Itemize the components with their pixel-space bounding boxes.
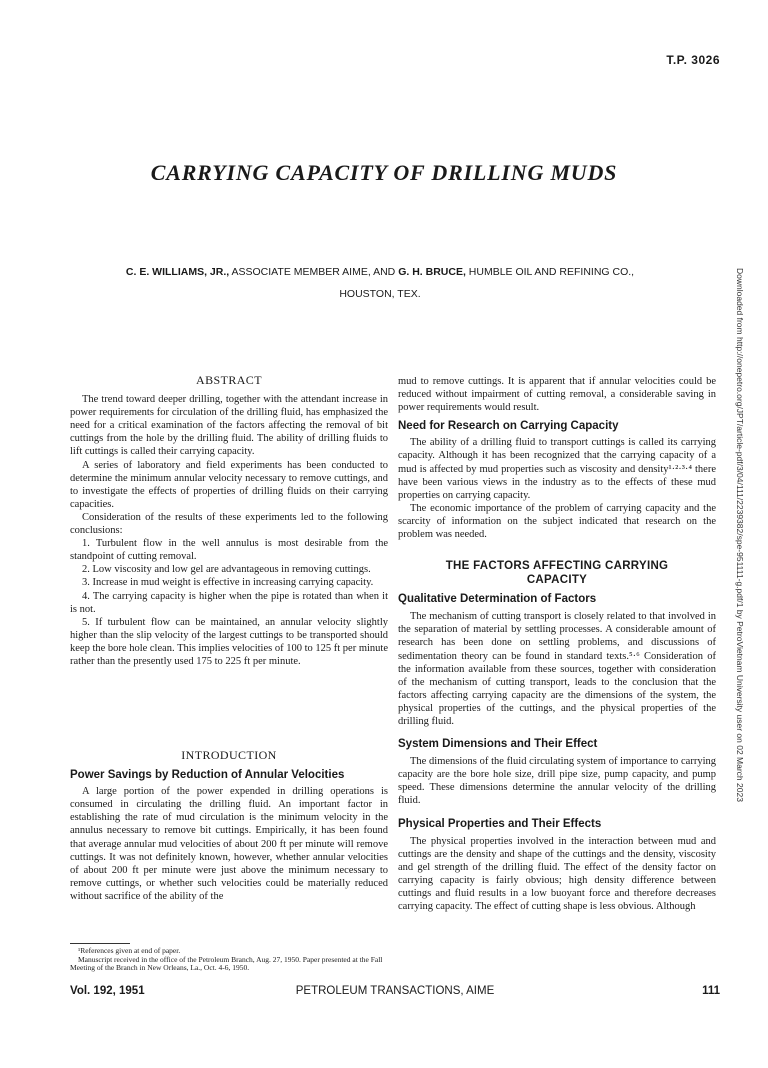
physical-properties-heading: Physical Properties and Their Effects	[398, 817, 602, 830]
qualitative-heading: Qualitative Determination of Factors	[398, 593, 597, 606]
need-research-heading: Need for Research on Carrying Capacity	[398, 420, 619, 433]
abstract-paragraph-2: A series of laboratory and field experiments has been conducted to determine the minimum annular velocity necessary to remove cuttings, and to investigate the effects of properties of drilling fluids on their carrying capacities.	[70, 459, 388, 510]
author-line	[40, 261, 720, 283]
conclusion-1: 1. Turbulent flow in the well annulus is most desirable from the standpoint of cutting removal.	[70, 538, 388, 563]
left-column	[70, 374, 388, 668]
volume-label: Vol. 192, 1951	[70, 985, 145, 997]
conclusion-3: 3. Increase in mud weight is effective in increasing carrying capacity.	[82, 577, 374, 589]
download-watermark: Downloaded from http://onepetro.org/JPT/article-pdf/3/04/111/2239382/spe-951111-g.pdf/1 by PetroVietnam University user on 02 March 2023	[735, 268, 745, 802]
physical-properties-paragraph: The physical properties involved in the interaction between mud and cuttings are the density and shape of the cuttings and the density, viscosity and gel strength of the drilling fluid. The effect of the density factor on carrying capacity is fairly obvious; high density difference between cuttings and fluid results in a low buoyant force and therefore decreases carrying capacity. The effect of cutting shape is less obvious. Although	[398, 835, 716, 913]
footnote-manuscript: Manuscript received in the office of the Petroleum Branch, Aug. 27, 1950. Paper presented at the Fall Meeting of the Branch in New Orleans, La., Oct. 4-6, 1950.	[70, 954, 383, 973]
conclusion-5: 5. If turbulent flow can be maintained, an annular velocity slightly higher than the slip velocity of the largest cuttings to be transported should keep the bore hole clean. This implies velocities of 100 to 125 ft per minute rather than the presently used 175 to 225 ft per minute.	[70, 616, 388, 667]
footnote-references: ¹References given at end of paper.	[78, 946, 181, 955]
need-research-paragraph-2: The economic importance of the problem of carrying capacity and the scarcity of information on the subject indicated that research on the problem was needed.	[398, 502, 716, 541]
page-footer	[70, 985, 720, 1001]
system-dimensions-paragraph: The dimensions of the fluid circulating system of importance to carrying capacity are the bore hole size, drill pipe size, pump capacity, and pump speed. These dimensions determine the annular velocity of the drilling fluid.	[398, 756, 716, 807]
conclusion-4: 4. The carrying capacity is higher when the pipe is rotated than when it is not.	[70, 590, 388, 615]
author-1-name: C. E. WILLIAMS, JR.,	[125, 266, 230, 278]
system-dimensions-heading: System Dimensions and Their Effect	[398, 738, 598, 751]
author-block	[40, 261, 720, 305]
footnotes	[70, 943, 390, 973]
footnote-rule	[70, 943, 130, 944]
conclusion-2: 2. Low viscosity and low gel are advantageous in removing cuttings.	[82, 564, 371, 576]
qualitative-paragraph: The mechanism of cutting transport is closely related to that involved in the separation of material by settling processes. A considerable amount of research has been done on settling problems, and discussions of sedimentation theory can be found in standard texts.⁵·⁶ Consideration of the information available from these sources, together with consideration of the mechanism of cutting transport, leads to the conclusion that the factors affecting carrying capacity are the dimensions of the system, the physical properties of the cuttings, and the physical properties of the drilling fluid.	[398, 611, 716, 727]
power-savings-paragraph: A large portion of the power expended in drilling operations is consumed in circulating the drilling fluid. An important factor in establishing the rate of mud circulation is the minimum velocity in the annulus necessary to remove bit cuttings. Empirically, it has been found that average annular mud velocities of about 200 ft per minute will remove cuttings. It was not definitely known, however, whether annular velocities of about 200 ft per minute were just above the minimum necessary to remove cuttings, or whether such velocities could be materially reduced without sacrifice of the ability of the	[70, 786, 388, 902]
author-1-role: ASSOCIATE MEMBER AIME, AND	[229, 266, 399, 278]
continuation-paragraph: mud to remove cuttings. It is apparent that if annular velocities could be reduced without impairment of cutting removal, a considerable saving in power requirements would result.	[398, 376, 716, 414]
right-column	[398, 375, 716, 913]
abstract-paragraph-1: The trend toward deeper drilling, together with the attendant increase in power requirements for circulation of the drilling fluid, has emphasized the need for a critical examination of the factors affecting the removal of bit cuttings from the hole by the drilling fluid. The ability of drilling fluids to lift cuttings is called their carrying capacity.	[70, 394, 388, 458]
page-number: 111	[702, 985, 720, 997]
power-savings-heading: Power Savings by Reduction of Annular Velocities	[70, 769, 345, 782]
author-2-name: G. H. BRUCE,	[398, 266, 466, 278]
need-research-paragraph-1: The ability of a drilling fluid to transport cuttings is called its carrying capacity. Although it has been recognized that the carrying capacity of a mud is affected by mud properties such as viscosity and density¹·²·³·⁴ there have been various views in the industry as to the effects of these mud properties on carrying capacity.	[398, 437, 716, 501]
introduction-heading: INTRODUCTION	[181, 748, 277, 762]
left-column-introduction	[70, 749, 388, 903]
abstract-heading: ABSTRACT	[196, 373, 262, 387]
author-2-affiliation: HUMBLE OIL AND REFINING CO.,	[465, 266, 635, 278]
author-location: HOUSTON, TEX.	[339, 288, 421, 300]
paper-number: T.P. 3026	[666, 53, 720, 67]
journal-name: PETROLEUM TRANSACTIONS, AIME	[295, 985, 495, 997]
factors-heading: THE FACTORS AFFECTING CARRYING CAPACITY	[445, 560, 669, 587]
abstract-paragraph-3: Consideration of the results of these experiments led to the following conclusions:	[70, 511, 388, 537]
paper-title: CARRYING CAPACITY OF DRILLING MUDS	[150, 160, 618, 185]
